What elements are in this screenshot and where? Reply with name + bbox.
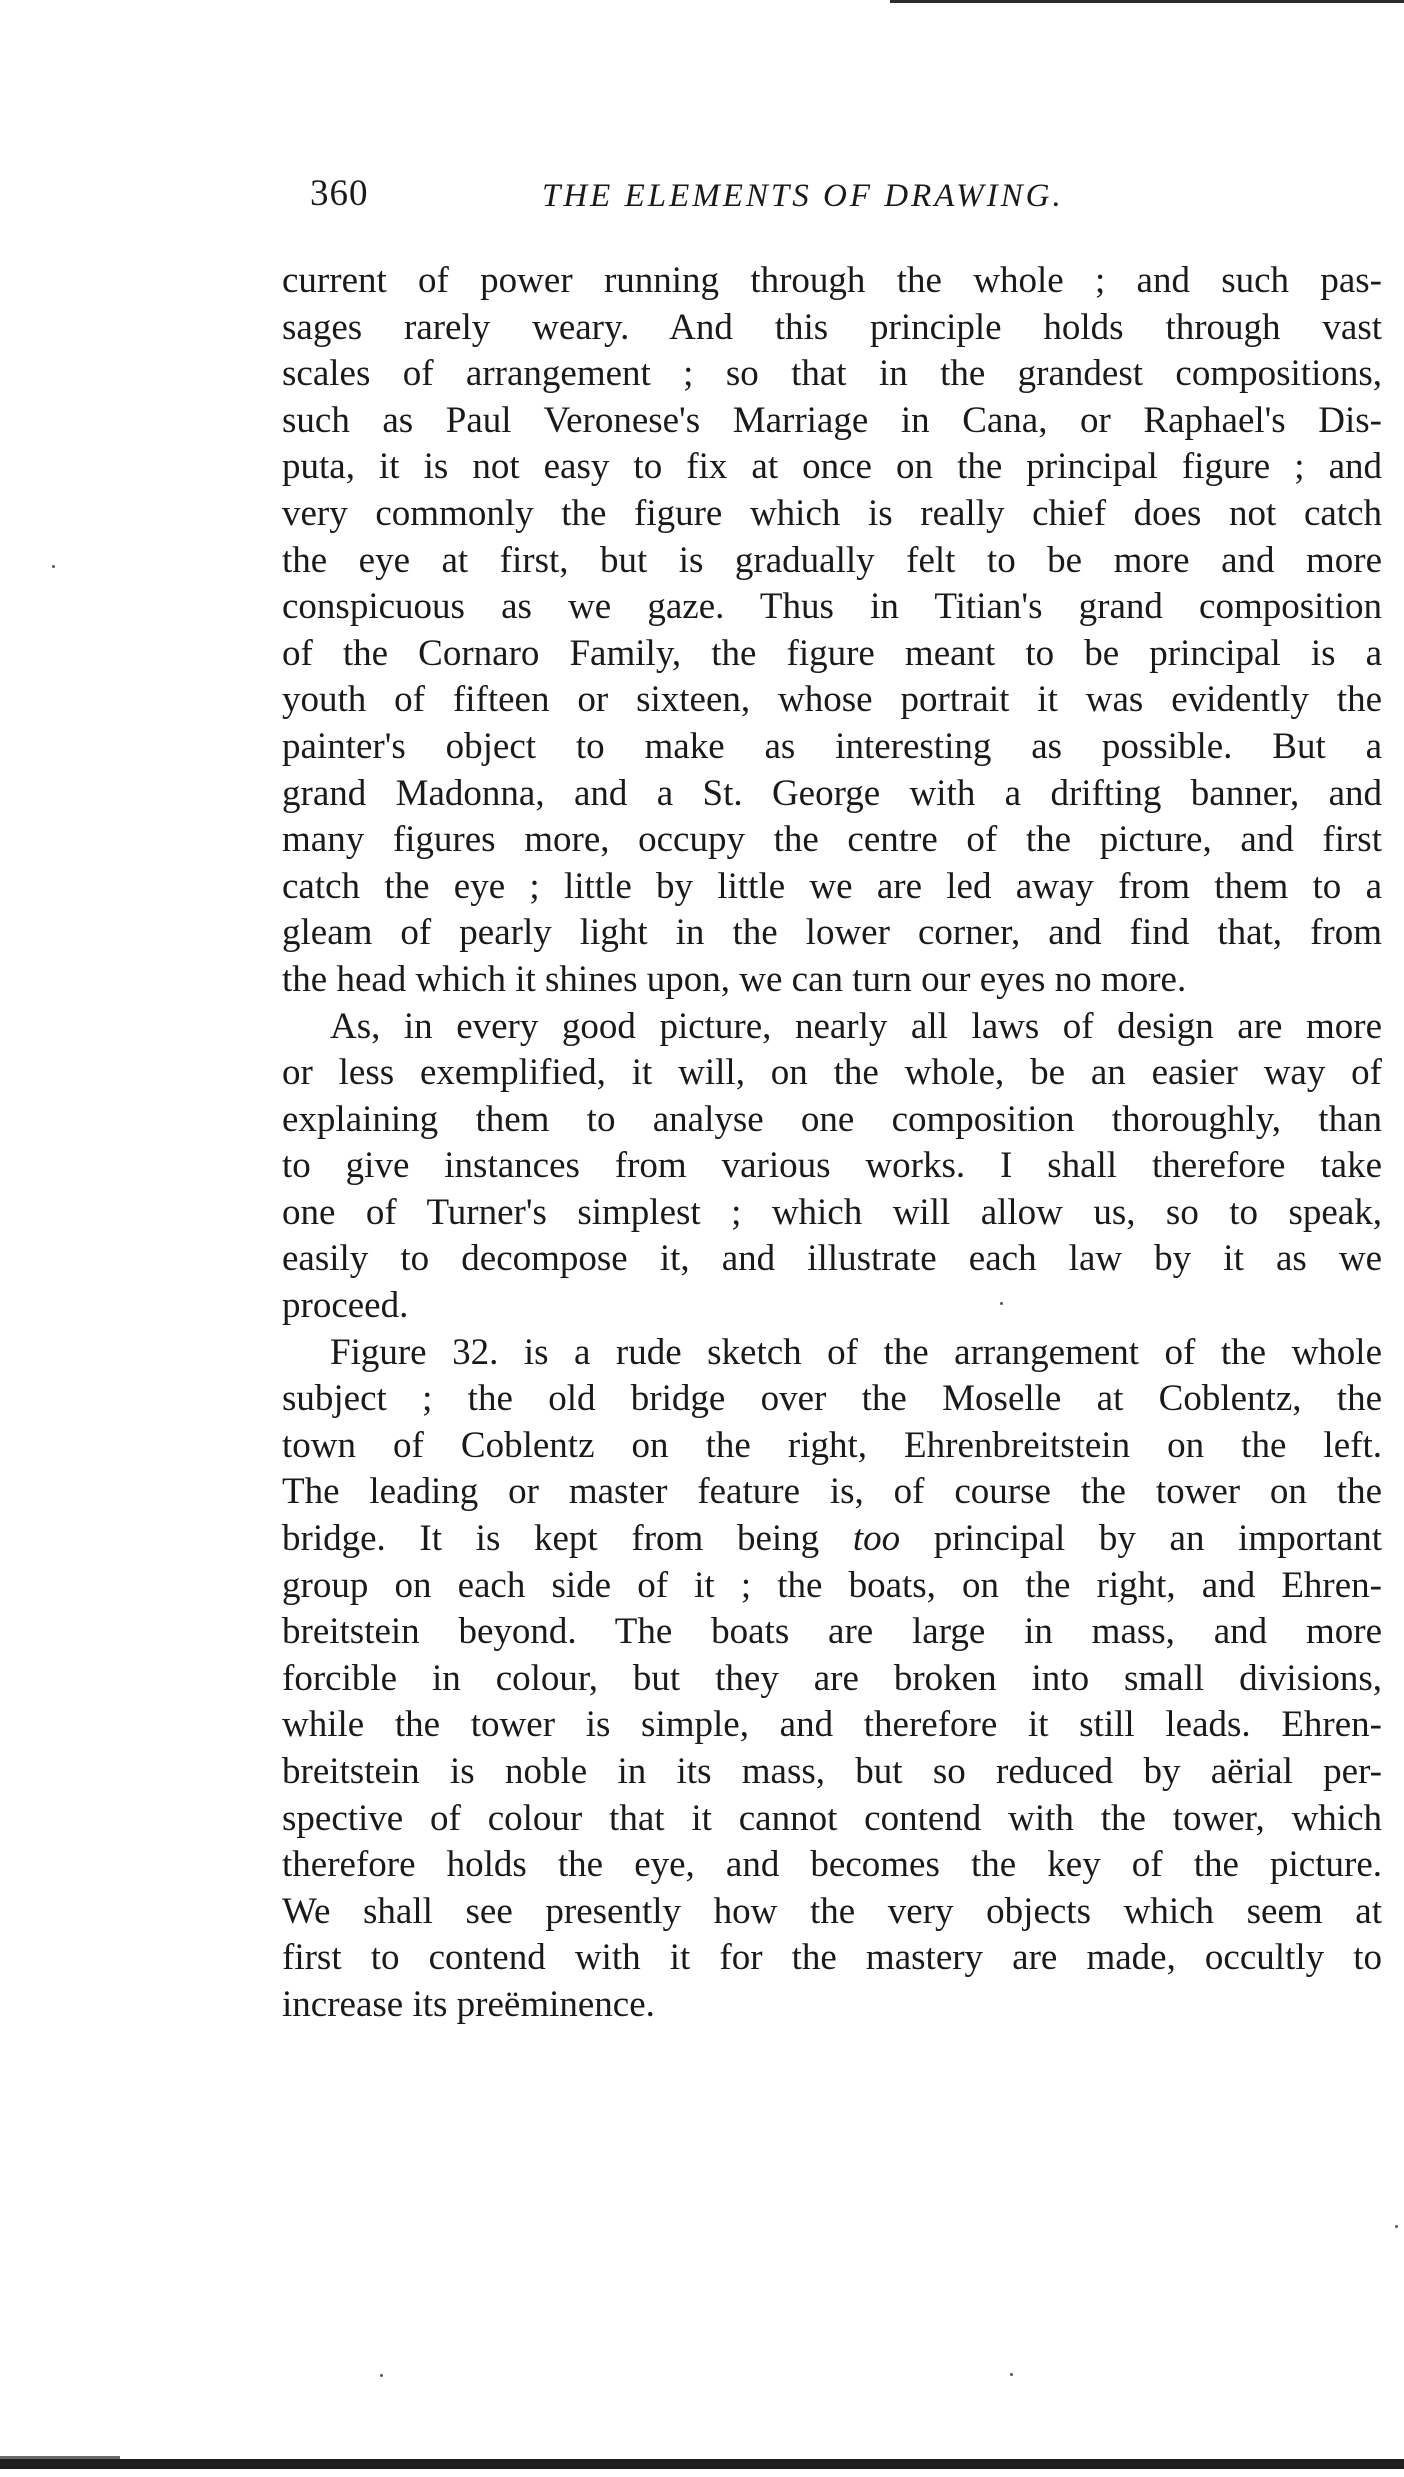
paper-speck bbox=[1000, 1302, 1003, 1305]
italic-emphasis: too bbox=[852, 1518, 901, 1560]
paper-speck bbox=[1395, 2225, 1398, 2228]
text-line: We shall see presently how the very objects which seem at bbox=[282, 1890, 1382, 1932]
text-line: or less exemplified, it will, on the whole, be an easier way of bbox=[282, 1052, 1382, 1094]
text-line: first to contend with it for the mastery are made, occultly to bbox=[282, 1937, 1382, 1979]
text-line: forcible in colour, but they are broken into small divisions, bbox=[282, 1657, 1382, 1699]
text-line: breitstein is noble in its mass, but so reduced by aërial per- bbox=[282, 1751, 1382, 1792]
text-line: subject ; the old bridge over the Moselle at Coblentz, the bbox=[282, 1378, 1382, 1420]
text-line: conspicuous as we gaze. Thus in Titian's grand composition bbox=[282, 586, 1382, 628]
text-line: current of power running through the whole ; and such pas- bbox=[282, 260, 1382, 301]
text-line: group on each side of it ; the boats, on the right, and Ehren- bbox=[282, 1564, 1382, 1606]
text-line: grand Madonna, and a St. George with a drifting banner, and bbox=[282, 772, 1382, 814]
text-line: The leading or master feature is, of course the tower on the bbox=[282, 1471, 1382, 1513]
text-line: sages rarely weary. And this principle holds through vast bbox=[282, 306, 1382, 348]
text-line: town of Coblentz on the right, Ehrenbreitstein on the left. bbox=[282, 1424, 1382, 1466]
bottom-edge-rule bbox=[0, 2459, 1404, 2469]
running-head: THE ELEMENTS OF DRAWING. bbox=[542, 178, 1064, 214]
text-line: one of Turner's simplest ; which will allow us, so to speak, bbox=[282, 1191, 1382, 1233]
text-line: As, in every good picture, nearly all laws of design are more bbox=[330, 1005, 1382, 1047]
text-line: such as Paul Veronese's Marriage in Cana, or Raphael's Dis- bbox=[282, 399, 1382, 441]
text-line: the head which it shines upon, we can turn our eyes no more. bbox=[282, 958, 1187, 1000]
text-line: proceed. bbox=[282, 1285, 409, 1327]
paper-speck bbox=[1010, 2373, 1013, 2376]
paragraph-1 bbox=[282, 258, 1382, 1004]
text-line: to give instances from various works. I shall therefore take bbox=[282, 1145, 1382, 1187]
paper-speck bbox=[52, 565, 55, 568]
text-line: the eye at first, but is gradually felt to be more and more bbox=[282, 539, 1382, 581]
text-line-with-italic bbox=[282, 1516, 1382, 1563]
text-line: scales of arrangement ; so that in the grandest compositions, bbox=[282, 353, 1382, 395]
text-fragment: principal by an important bbox=[900, 1518, 1382, 1560]
paper-speck bbox=[380, 2374, 383, 2377]
text-line: gleam of pearly light in the lower corner, and find that, from bbox=[282, 912, 1382, 954]
paragraph-3 bbox=[282, 1330, 1382, 2029]
text-line: Figure 32. is a rude sketch of the arrangement of the whole bbox=[330, 1331, 1382, 1373]
text-line: catch the eye ; little by little we are led away from them to a bbox=[282, 865, 1382, 907]
text-line: spective of colour that it cannot contend with the tower, which bbox=[282, 1797, 1382, 1839]
text-line: painter's object to make as interesting as possible. But a bbox=[282, 725, 1382, 767]
page-header bbox=[310, 172, 1210, 222]
text-line: easily to decompose it, and illustrate each law by it as we bbox=[282, 1238, 1382, 1280]
body-text bbox=[282, 258, 1382, 2029]
paragraph-2 bbox=[282, 1004, 1382, 1330]
text-line: many figures more, occupy the centre of the picture, and first bbox=[282, 819, 1382, 861]
page-number: 360 bbox=[310, 173, 369, 214]
text-fragment: bridge. It is kept from being bbox=[282, 1518, 853, 1560]
text-line: puta, it is not easy to fix at once on the principal figure ; and bbox=[282, 446, 1382, 488]
text-line: explaining them to analyse one composition thoroughly, than bbox=[282, 1098, 1382, 1140]
text-line: while the tower is simple, and therefore it still leads. Ehren- bbox=[282, 1704, 1382, 1746]
text-line: youth of fifteen or sixteen, whose portrait it was evidently the bbox=[282, 679, 1382, 721]
text-line: breitstein beyond. The boats are large in mass, and more bbox=[282, 1611, 1382, 1653]
text-line: of the Cornaro Family, the figure meant to be principal is a bbox=[282, 632, 1382, 674]
text-line: increase its preëminence. bbox=[282, 1983, 655, 2025]
text-line: therefore holds the eye, and becomes the key of the picture. bbox=[282, 1844, 1382, 1886]
top-edge-rule bbox=[890, 0, 1404, 3]
text-line: very commonly the figure which is really chief does not catch bbox=[282, 492, 1382, 534]
